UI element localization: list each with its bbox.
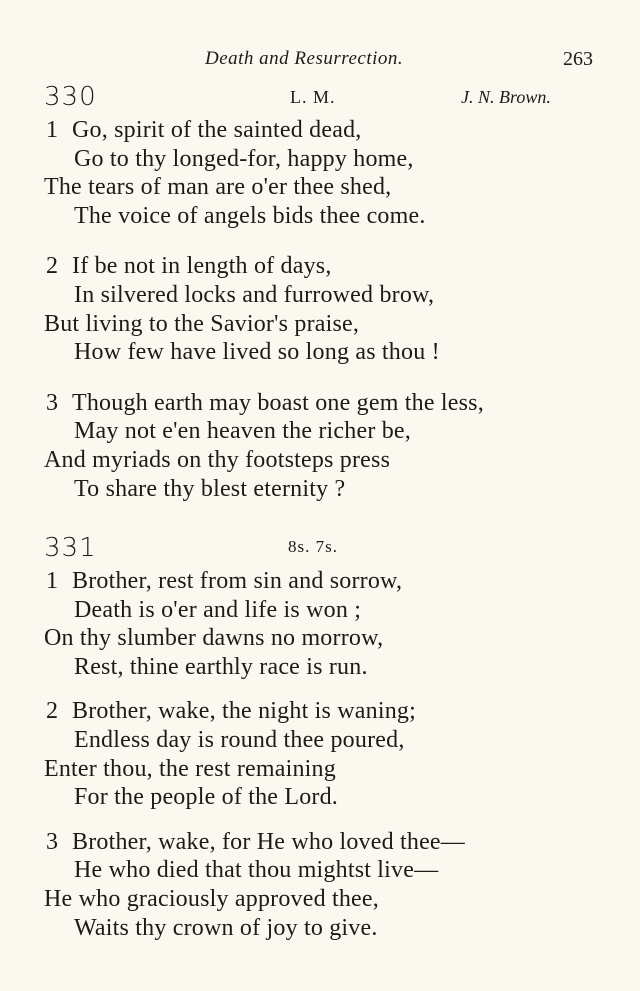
stanza-line: For the people of the Lord.: [74, 784, 338, 811]
stanza-line: May not e'en heaven the richer be,: [74, 418, 411, 445]
section-title: Death and Resurrection.: [205, 48, 404, 69]
stanza-line: And myriads on thy footsteps press: [44, 446, 391, 473]
hymn-author: J. N. Brown.: [461, 87, 551, 107]
verse-number: 1: [46, 117, 59, 143]
stanza-line: On thy slumber dawns no morrow,: [44, 625, 384, 652]
stanza-line: The tears of man are o'er thee shed,: [44, 174, 392, 201]
stanza-1: [0, 116, 640, 230]
stanza-line: [0, 697, 640, 726]
stanza-1: [0, 567, 640, 681]
stanza-line: [0, 252, 640, 281]
hymn-header: [0, 533, 640, 567]
stanza-line: To share thy blest eternity ?: [74, 475, 346, 502]
stanza-line: Enter thou, the rest remaining: [44, 755, 336, 782]
stanza-line: [0, 828, 640, 857]
page-number: 263: [563, 48, 593, 70]
stanza-3: [0, 389, 640, 503]
stanza-line: In silvered locks and furrowed brow,: [74, 281, 435, 308]
running-head: [0, 48, 640, 72]
stanza-line: Endless day is round thee poured,: [74, 726, 405, 753]
line-text: Brother, wake, for He who loved thee—: [72, 828, 465, 855]
stanza-line: Death is o'er and life is won ;: [74, 596, 362, 623]
stanza-line: Go to thy longed-for, happy home,: [74, 145, 414, 172]
hymn-number: 330: [44, 82, 97, 112]
stanza-line: [0, 567, 640, 596]
stanza-2: [0, 697, 640, 811]
verse-number: 1: [46, 568, 59, 594]
verse-number: 3: [46, 389, 59, 416]
hymn-meter: L. M.: [290, 87, 336, 107]
stanza-line: The voice of angels bids thee come.: [74, 202, 426, 229]
hymn-331: [0, 533, 640, 958]
line-text: Brother, wake, the night is waning;: [72, 698, 416, 725]
verse-number: 2: [46, 253, 59, 280]
line-text: Brother, rest from sin and sorrow,: [72, 568, 403, 594]
stanza-line: Rest, thine earthly race is run.: [74, 653, 368, 680]
stanza-line: He who died that thou mightst live—: [74, 857, 439, 884]
verse-number: 3: [46, 828, 59, 855]
hymn-header: [0, 82, 640, 116]
stanza-3: [0, 828, 640, 942]
stanza-line: But living to the Savior's praise,: [44, 310, 360, 337]
hymn-330: [0, 82, 640, 525]
stanza-line: [0, 389, 640, 418]
stanza-line: [0, 116, 640, 145]
hymn-number: 331: [44, 533, 97, 563]
stanza-line: Waits thy crown of joy to give.: [74, 914, 378, 941]
stanza-2: [0, 252, 640, 366]
line-text: Go, spirit of the sainted dead,: [72, 117, 362, 143]
stanza-line: How few have lived so long as thou !: [74, 339, 440, 366]
line-text: Though earth may boast one gem the less,: [72, 389, 484, 416]
stanza-line: He who graciously approved thee,: [44, 885, 379, 912]
hymn-meter: 8s. 7s.: [288, 537, 338, 556]
line-text: If be not in length of days,: [72, 253, 332, 280]
verse-number: 2: [46, 698, 59, 725]
